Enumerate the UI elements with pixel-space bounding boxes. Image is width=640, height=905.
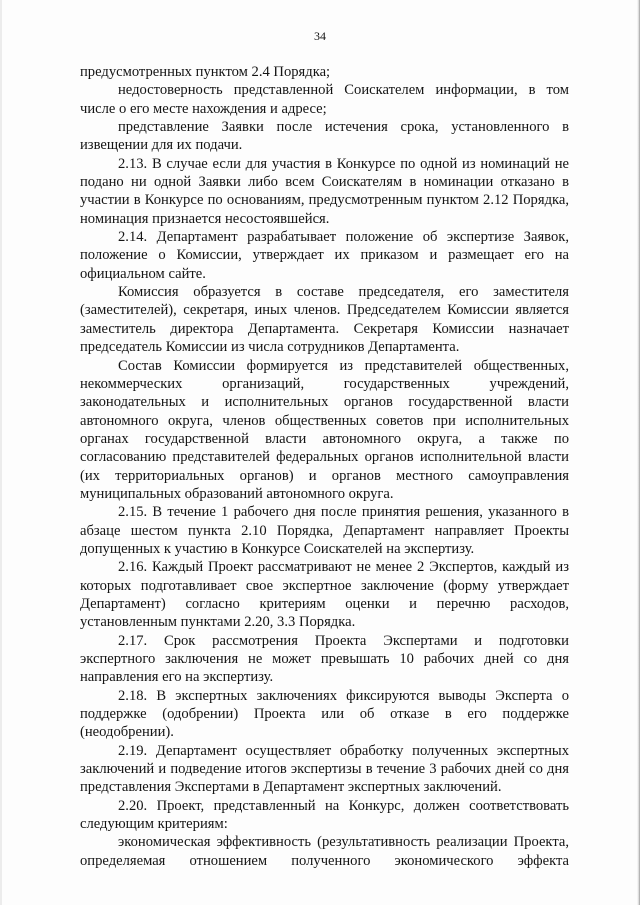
paragraph: предусмотренных пунктом 2.4 Порядка; — [80, 64, 331, 80]
paragraph: 2.14. Департамент разрабатывает положение об экспертизе Заявок, положение о Комиссии, утверждает их приказом и размещает его на официальном сайте. — [80, 229, 569, 282]
document-body — [80, 63, 569, 870]
paragraph: экономическая эффективность (результативность реализации Проекта, определяемая отношением полученного экономического эффекта — [80, 834, 569, 869]
paragraph: недостоверность представленной Соискателем информации, в том числе о его месте нахождения и адресе; — [80, 82, 569, 117]
page-number: 34 — [314, 29, 326, 43]
paragraph: 2.19. Департамент осуществляет обработку полученных экспертных заключений и подведение итогов экспертизы в течение 3 рабочих дней со дня представления Экспертами в Департамент экспертных заключений. — [80, 742, 569, 796]
paragraph: Состав Комиссии формируется из представителей общественных, некоммерческих организаций, государственных учреждений, законодательных и исполнительных органов государственной власти автономного округа, членов общественных советов при исполнительных органах государственной власти автономного округа, а также по согласованию представителей федеральных органов исполнительной власти (их территориальных органов) и органов местного самоуправления муниципальных образований автономного округа. — [80, 357, 569, 502]
paragraph: Комиссия образуется в составе председателя, его заместителя (заместителей), секретаря, иных членов. Председателем Комиссии является заместитель директора Департамента. Секретаря Комиссии назначает председатель Комиссии из числа сотрудников Департамента. — [80, 284, 569, 356]
paragraph: 2.15. В течение 1 рабочего дня после принятия решения, указанного в абзаце шестом пункта 2.10 Порядка, Департамент направляет Проекты допущенных к участию в Конкурсе Соискателей на экспертизу. — [80, 504, 569, 557]
paragraph: 2.18. В экспертных заключениях фиксируются выводы Эксперта о поддержке (одобрении) Проекта или об отказе в его поддержке (неодобрении). — [80, 687, 569, 741]
paragraph: 2.13. В случае если для участия в Конкурсе по одной из номинаций не подано ни одной Заявки либо всем Соискателям в номинации отказано в участии в Конкурсе по основаниям, предусмотренным пунктом 2.12 Порядка, номинация признается несостоявшейся. — [80, 155, 569, 227]
scan-edge-left — [0, 0, 2, 905]
paragraph: 2.20. Проект, представленный на Конкурс, должен соответствовать следующим критериям: — [80, 797, 569, 833]
paragraph: 2.16. Каждый Проект рассматривают не менее 2 Экспертов, каждый из которых подготавливает свое экспертное заключение (форму утверждает Департамент) согласно критериям оценки и перечню расходов, установленным пунктами 2.20, 3.3 Порядка. — [80, 559, 569, 631]
paragraph: представление Заявки после истечения срока, установленного в извещении для их подачи. — [80, 119, 569, 154]
paragraph: 2.17. Срок рассмотрения Проекта Экспертами и подготовки экспертного заключения не может превышать 10 рабочих дней со дня направления его на экспертизу. — [80, 632, 569, 686]
